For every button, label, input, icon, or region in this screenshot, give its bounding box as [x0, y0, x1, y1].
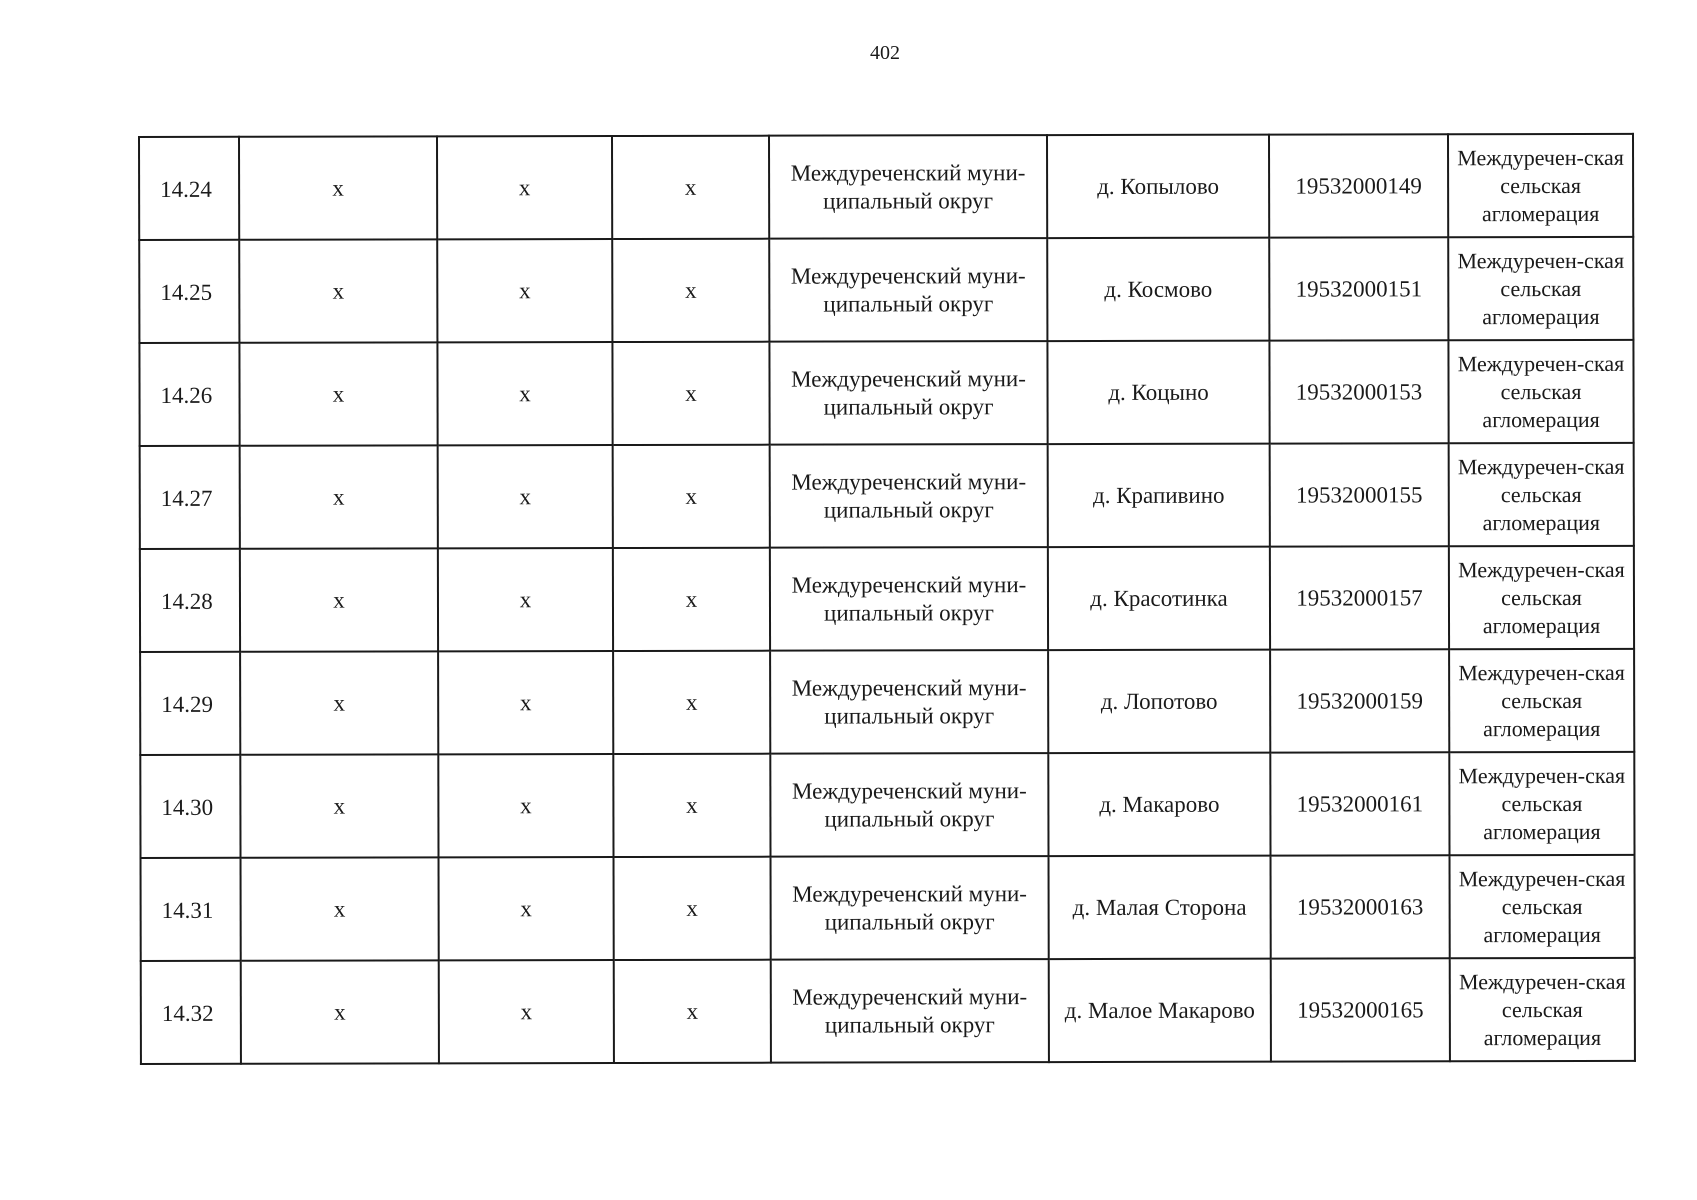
x-cell-3: x: [613, 754, 770, 857]
x-cell-1: x: [240, 548, 438, 651]
x-cell-3: x: [614, 857, 771, 960]
table-row: [141, 958, 1635, 1064]
municipality-cell: Междуреченский муни-ципальный округ: [770, 650, 1048, 754]
x-cell-2: x: [437, 136, 612, 239]
municipality-cell: Междуреченский муни-ципальный округ: [771, 856, 1049, 960]
municipality-cell: Междуреченский муни-ципальный округ: [769, 341, 1047, 445]
settlement-cell: д. Копылово: [1047, 135, 1269, 238]
municipality-cell: Междуреченский муни-ципальный округ: [770, 444, 1048, 548]
x-cell-2: x: [438, 754, 613, 857]
table-row: [140, 752, 1634, 858]
settlement-cell: д. Лопотово: [1048, 650, 1270, 753]
row-number-cell: 14.27: [140, 446, 240, 549]
settlements-table-wrapper: [138, 133, 1636, 1065]
code-cell: 19532000149: [1269, 134, 1448, 237]
code-cell: 19532000157: [1270, 546, 1449, 649]
x-cell-1: x: [239, 342, 437, 445]
municipality-cell: Междуреченский муни-ципальный округ: [769, 135, 1047, 239]
table-row: [140, 443, 1634, 549]
code-cell: 19532000155: [1270, 443, 1449, 546]
table-row: [140, 546, 1634, 652]
row-number-cell: 14.32: [141, 961, 241, 1064]
row-number-cell: 14.31: [141, 858, 241, 961]
x-cell-2: x: [438, 651, 613, 754]
agglomeration-cell: Междуречен-ская сельская агломерация: [1449, 752, 1634, 855]
x-cell-2: x: [437, 239, 612, 342]
agglomeration-cell: Междуречен-ская сельская агломерация: [1450, 958, 1635, 1061]
table-row: [139, 340, 1633, 446]
x-cell-3: x: [613, 651, 770, 754]
page-number: 402: [870, 42, 900, 64]
table-row: [139, 134, 1633, 240]
agglomeration-cell: Междуречен-ская сельская агломерация: [1448, 340, 1633, 443]
code-cell: 19532000165: [1271, 958, 1450, 1061]
municipality-cell: Междуреченский муни-ципальный округ: [771, 959, 1049, 1063]
agglomeration-cell: Междуречен-ская сельская агломерация: [1449, 546, 1634, 649]
settlement-cell: д. Крапивино: [1048, 444, 1270, 547]
agglomeration-cell: Междуречен-ская сельская агломерация: [1450, 855, 1635, 958]
x-cell-3: x: [614, 960, 771, 1063]
x-cell-1: x: [241, 960, 439, 1063]
settlement-cell: д. Малая Сторона: [1049, 856, 1271, 959]
x-cell-3: x: [612, 136, 769, 239]
x-cell-3: x: [613, 445, 770, 548]
x-cell-1: x: [239, 136, 437, 239]
x-cell-1: x: [240, 754, 438, 857]
row-number-cell: 14.28: [140, 549, 240, 652]
x-cell-2: x: [439, 960, 614, 1063]
municipality-cell: Междуреченский муни-ципальный округ: [770, 753, 1048, 857]
row-number-cell: 14.26: [139, 343, 239, 446]
x-cell-1: x: [240, 651, 438, 754]
table-row: [139, 237, 1633, 343]
x-cell-1: x: [239, 239, 437, 342]
x-cell-2: x: [439, 857, 614, 960]
x-cell-3: x: [612, 239, 769, 342]
table-row: [140, 649, 1634, 755]
code-cell: 19532000153: [1269, 340, 1448, 443]
x-cell-2: x: [437, 342, 612, 445]
table-body: [139, 134, 1635, 1064]
x-cell-1: x: [240, 445, 438, 548]
code-cell: 19532000161: [1270, 752, 1449, 855]
settlement-cell: д. Космово: [1047, 238, 1269, 341]
x-cell-2: x: [438, 445, 613, 548]
settlement-cell: д. Коцыно: [1047, 341, 1269, 444]
municipality-cell: Междуреченский муни-ципальный округ: [770, 547, 1048, 651]
row-number-cell: 14.29: [140, 652, 240, 755]
agglomeration-cell: Междуречен-ская сельская агломерация: [1449, 443, 1634, 546]
row-number-cell: 14.24: [139, 137, 239, 240]
code-cell: 19532000159: [1270, 649, 1449, 752]
row-number-cell: 14.25: [139, 240, 239, 343]
code-cell: 19532000163: [1271, 855, 1450, 958]
code-cell: 19532000151: [1269, 237, 1448, 340]
x-cell-3: x: [612, 342, 769, 445]
table-row: [141, 855, 1635, 961]
settlement-cell: д. Макарово: [1048, 753, 1270, 856]
x-cell-1: x: [241, 857, 439, 960]
municipality-cell: Междуреченский муни-ципальный округ: [769, 238, 1047, 342]
agglomeration-cell: Междуречен-ская сельская агломерация: [1448, 134, 1633, 237]
x-cell-3: x: [613, 548, 770, 651]
row-number-cell: 14.30: [140, 755, 240, 858]
settlement-cell: д. Красотинка: [1048, 547, 1270, 650]
x-cell-2: x: [438, 548, 613, 651]
agglomeration-cell: Междуречен-ская сельская агломерация: [1448, 237, 1633, 340]
settlement-cell: д. Малое Макарово: [1049, 959, 1271, 1062]
settlements-table: [138, 133, 1636, 1065]
agglomeration-cell: Междуречен-ская сельская агломерация: [1449, 649, 1634, 752]
